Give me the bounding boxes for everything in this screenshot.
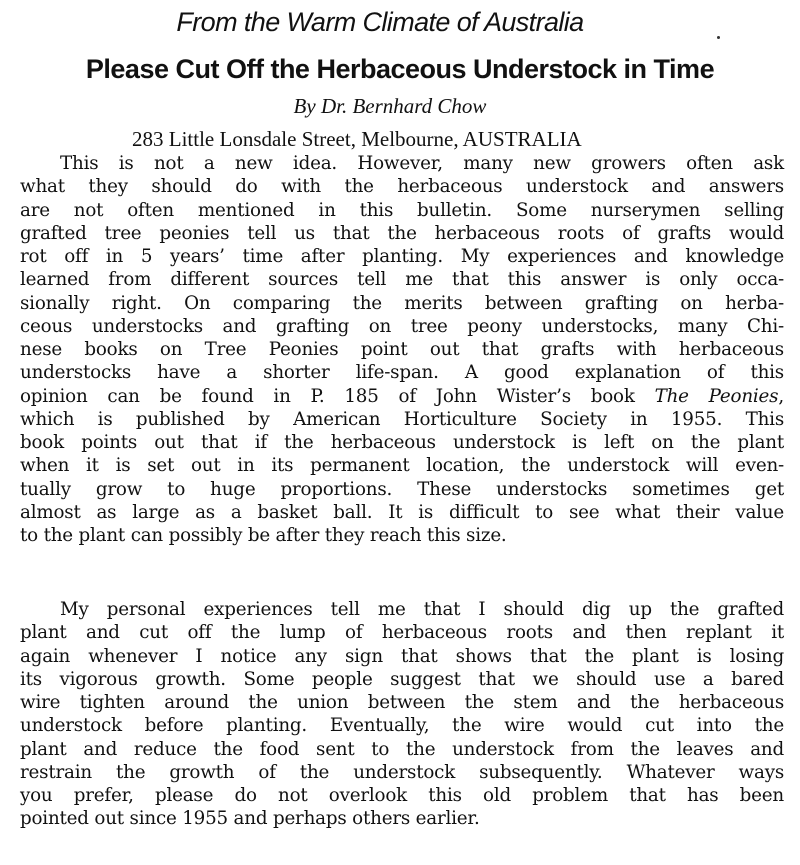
text-line: what they should do with the herbaceous understock and answers [20,176,784,198]
text-line: book points out that if the herbaceous understock is left on the plant [20,432,784,453]
text-line: are not often mentioned in this bulletin. Some nurserymen selling [20,199,784,221]
text-line: My personal experiences tell me that I should dig up the grafted [60,599,784,620]
text-line: understock before planting. Eventually, the wire would cut into the [20,715,784,737]
text-line: plant and cut off the lump of herbaceous roots and then replant it [20,622,784,644]
paragraph-2 [20,598,784,831]
text-line: again whenever I notice any sign that shows that the plant is losing [20,645,784,667]
text-line-with-book-title [20,385,784,408]
text-line: ceous understocks and grafting on tree peony understocks, many Chi- [20,315,784,337]
author-address: 283 Little Lonsdale Street, Melbourne, AUSTRALIA [132,127,582,151]
text-line: to the plant can possibly be after they reach this size. [20,525,507,546]
text-line: understocks have a shorter life-span. A good explanation of this [20,362,784,384]
text-line: plant and reduce the food sent to the understock from the leaves and [20,738,784,760]
text-line: its vigorous growth. Some people suggest that we should use a bared [20,668,784,690]
text-line: nese books on Tree Peonies point out that grafts with herbaceous [20,339,784,360]
text-line: pointed out since 1955 and perhaps others earlier. [20,808,480,830]
print-speck [717,36,720,39]
article-byline: By Dr. Bernhard Chow [293,94,487,118]
book-title: The Peonies [654,385,779,407]
text-line: almost as large as a basket ball. It is difficult to see what their value [20,501,784,523]
text-line: restrain the growth of the understock subsequently. Whatever ways [20,761,784,783]
article-headline: Please Cut Off the Herbaceous Understock in Time [85,54,715,84]
text-segment: , [778,385,784,407]
text-line: when it is set out in its permanent location, the understock will even- [20,455,784,477]
text-line: learned from different sources tell me that this answer is only occa- [20,269,784,291]
text-segment: opinion can be found in P. 185 of John Wister’s book [20,385,655,407]
text-line: tually grow to huge proportions. These understocks sometimes get [20,478,784,500]
text-line: grafted tree peonies tell us that the herbaceous roots of grafts would [20,222,784,244]
text-line: rot off in 5 years’ time after planting. My experiences and knowledge [20,246,784,267]
text-line: wire tighten around the union between the stem and the herbaceous [20,692,784,713]
paragraph-1 [20,152,784,547]
text-line: This is not a new idea. However, many new growers often ask [60,153,784,174]
text-line: sionally right. On comparing the merits between grafting on herba- [20,292,784,314]
article-kicker: From the Warm Climate of Australia [176,7,584,37]
text-line: you prefer, please do not overlook this old problem that has been [20,785,784,806]
text-line: which is published by American Horticulture Society in 1955. This [20,408,784,430]
